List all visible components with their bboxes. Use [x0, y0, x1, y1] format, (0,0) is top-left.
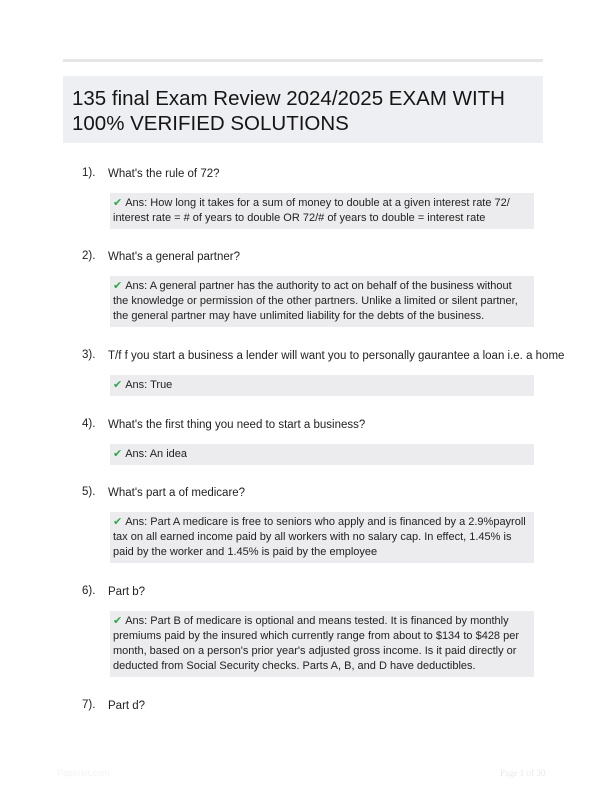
answer-prefix: Ans:	[125, 197, 148, 209]
checkmark-icon: ✔	[113, 379, 123, 391]
checkmark-icon: ✔	[113, 516, 123, 528]
answer-prefix: Ans:	[125, 516, 148, 528]
question-text: T/f f you start a business a lender will want you to personally gaurantee a loan i.e. a home	[108, 350, 565, 362]
checkmark-icon: ✔	[113, 448, 123, 460]
question-number: 7).	[82, 699, 96, 711]
question-number: 4).	[82, 418, 96, 430]
question-number: 1).	[82, 167, 96, 179]
document-title: 135 final Exam Review 2024/2025 EXAM WITH 100% VERIFIED SOLUTIONS	[72, 87, 505, 135]
answer-box	[110, 375, 534, 396]
question-text: Part b?	[108, 586, 146, 598]
answer-text: True	[150, 379, 173, 391]
question-number: 3).	[82, 349, 96, 361]
top-divider	[63, 59, 543, 62]
answer-box	[110, 611, 534, 677]
answer-text: A general partner has the authority to act on behalf of the business without the knowledge or permission of the other partners. Unlike a limited or silent partner, the general partner may have unlimited liability for the debts of the business.	[113, 280, 518, 322]
question-text: Part d?	[108, 700, 146, 712]
answer-prefix: Ans:	[125, 615, 148, 627]
question-text: What's the first thing you need to start a business?	[108, 419, 366, 431]
question-number: 5).	[82, 486, 96, 498]
question-text: What's the rule of 72?	[108, 168, 220, 180]
answer-box	[110, 276, 534, 327]
question-number: 6).	[82, 585, 96, 597]
answer-box	[110, 193, 534, 229]
title-block	[63, 76, 543, 143]
checkmark-icon: ✔	[113, 615, 123, 627]
answer-prefix: Ans:	[125, 379, 148, 391]
answer-text: Part A medicare is free to seniors who apply and is financed by a 2.9%payroll tax on all earned income paid by all workers with no salary cap. In effect, 1.45% is paid by the worker and 1.45% is paid by the employee	[113, 516, 526, 558]
checkmark-icon: ✔	[113, 197, 123, 209]
answer-text: How long it takes for a sum of money to double at a given interest rate 72/ interest rate = # of years to double OR 72/# of years to double = interest rate	[113, 197, 510, 224]
answer-box	[110, 512, 534, 563]
footer-watermark: Paperkit.com	[57, 768, 110, 778]
answer-prefix: Ans:	[125, 280, 148, 292]
answer-box	[110, 444, 534, 465]
question-text: What's a general partner?	[108, 251, 240, 263]
page-indicator: Page 1 of 30	[500, 768, 546, 778]
question-number: 2).	[82, 250, 96, 262]
answer-prefix: Ans:	[125, 448, 148, 460]
answer-text: Part B of medicare is optional and means tested. It is financed by monthly premiums paid by the insured which currently range from about to $134 to $428 per month, based on a person's prior year's adjusted gross income. Is it paid directly or deducted from Social Security checks. Parts A, B, and D have deductibles.	[113, 615, 520, 672]
checkmark-icon: ✔	[113, 280, 123, 292]
answer-text: An idea	[149, 448, 187, 460]
question-text: What's part a of medicare?	[108, 487, 246, 499]
